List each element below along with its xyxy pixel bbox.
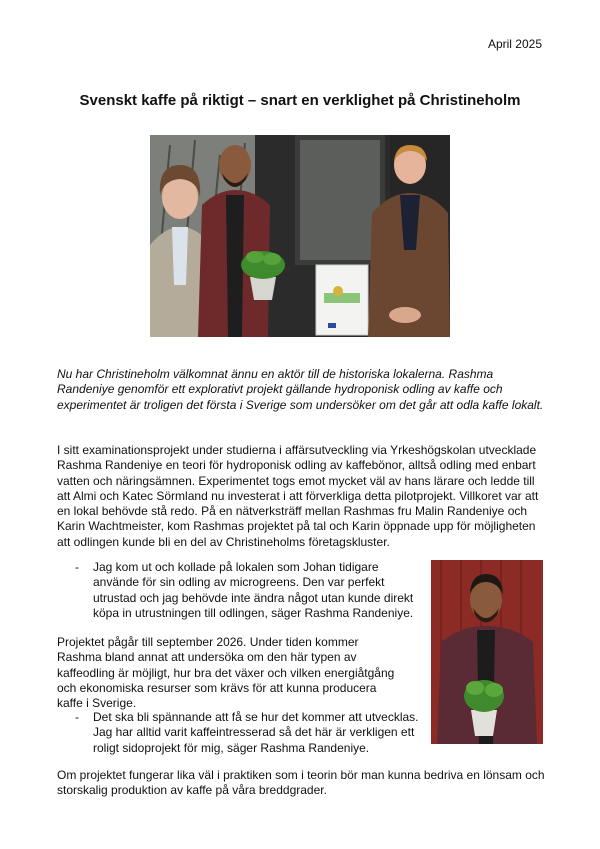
intro-paragraph: Nu har Christineholm välkomnat ännu en aktör till de historiska lokalerna. Rashma Randeniye genomför ett explorativt projekt gällande hydroponisk odling av kaffe och experimentet är troligen det första i Sverige som undersöker om det går att odla kaffe lokalt. (57, 367, 544, 412)
body-paragraph-3: Om projektet fungerar lika väl i praktiken som i teorin bör man kunna bedriva en lönsam och storskalig produktion av kaffe på våra breddgrader. (57, 768, 545, 798)
group-photo (150, 135, 450, 337)
quote-1-text: Jag kom ut och kollade på lokalen som Johan tidigare använde för sin odling av microgreens. Den var perfekt utrustad och jag behövde inte ändra något utan kunde direkt köpa in utrustningen till odlingen, säger Rashma Randeniye. (93, 560, 414, 620)
body-paragraph-2: Projektet pågår till september 2026. Under tiden kommer Rashma bland annat att undersöka om den här typen av kaffeodling är möjligt, hur bra det växer och vilken energiåtgång och ekonomiska resurser som krävs för att kunna producera kaffe i Sverige. (57, 635, 395, 711)
quote-2 (75, 710, 420, 756)
quote-1 (75, 560, 420, 621)
article-date: April 2025 (487, 37, 542, 51)
article-title: Svenskt kaffe på riktigt – snart en verklighet på Christineholm (79, 92, 521, 109)
portrait-photo (431, 560, 543, 744)
quote-dash: - (75, 710, 79, 724)
body-paragraph-1: I sitt examinationsprojekt under studierna i affärsutveckling via Yrkeshögskolan utvecklade Rashma Randeniye en teori för hydroponisk odling av kaffebönor, alltså odling med enbart vatten och näringsämnen. Experimentet togs emot mycket väl av hans lärare och ledde till att Almi och Katec Sörmland nu investerat i att förverkliga detta pilotprojekt. Villkoret var att en lokal behövde stå redo. På en nätverksträff mellan Rashmas fru Malin Randeniye och Karin Wachtmeister, kom Rashmas projektet på tal och Karin öppnade upp för möjligheten att odlingen kunde bli en del av Christineholms företagskluster. (57, 443, 539, 549)
quote-2-text: Det ska bli spännande att få se hur det kommer att utvecklas. Jag har alltid varit kaffeintresserad så det här är verkligen ett roligt sidoprojekt för mig, säger Rashma Randeniye. (93, 710, 419, 755)
quote-dash: - (75, 560, 79, 574)
